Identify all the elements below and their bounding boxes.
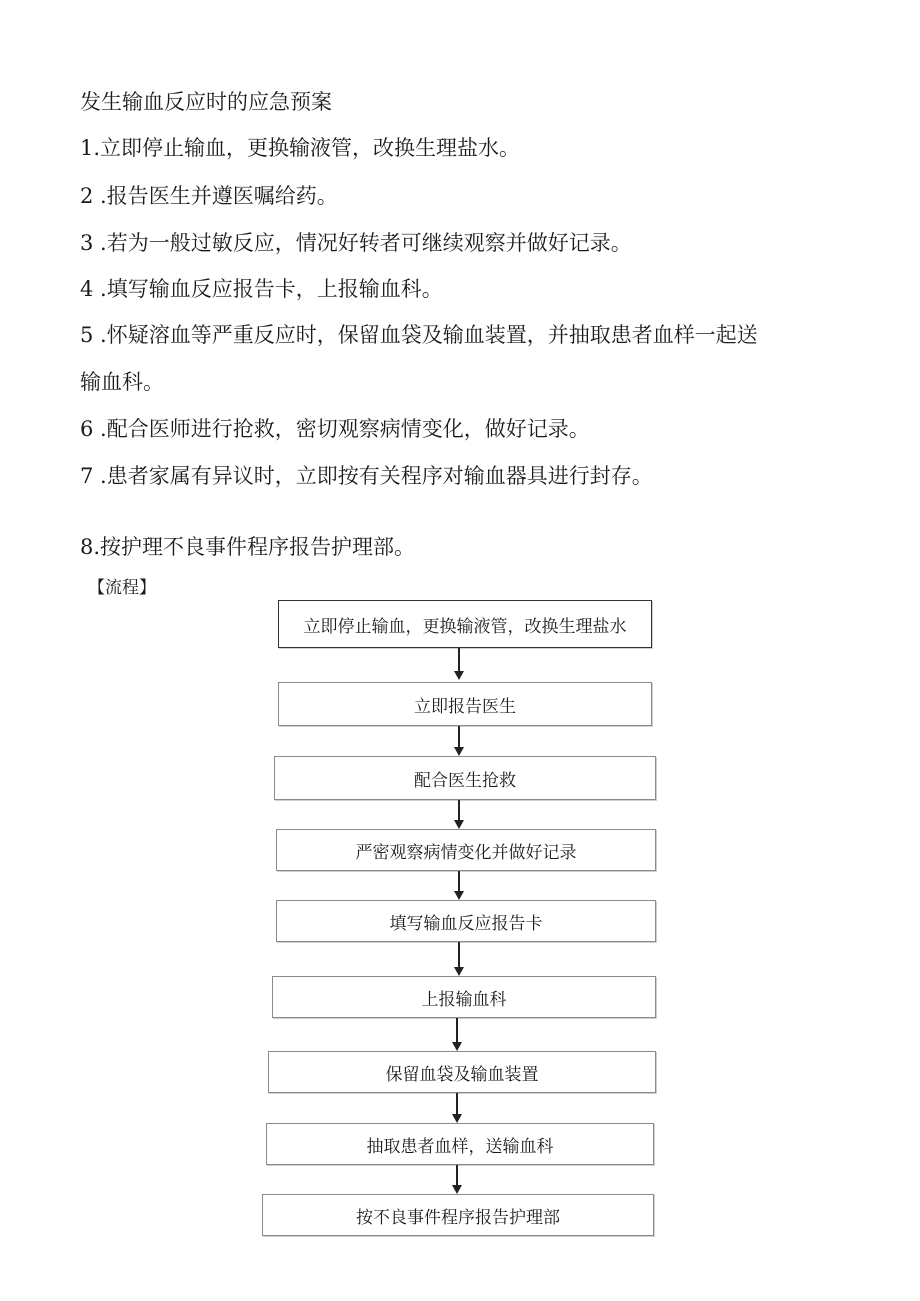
flow-box-observe-record: 严密观察病情变化并做好记录: [276, 829, 656, 871]
flow-arrow: [458, 871, 460, 892]
flow-box-assist-rescue: 配合医生抢救: [274, 756, 656, 800]
flow-box-report-doctor: 立即报告医生: [278, 682, 652, 726]
flow-arrow: [458, 726, 460, 748]
flow-box-draw-blood-sample: 抽取患者血样，送输血科: [266, 1123, 654, 1165]
flow-box-keep-blood-bag: 保留血袋及输血装置: [268, 1051, 656, 1093]
step-6: 6 .配合医师进行抢救，密切观察病情变化，做好记录。: [80, 417, 590, 441]
flow-arrow: [458, 942, 460, 968]
document-title: 发生输血反应时的应急预案: [80, 90, 332, 114]
step-1: 1.立即停止输血，更换输液管，改换生理盐水。: [80, 136, 521, 160]
step-5-continued: 输血科。: [80, 370, 164, 394]
step-4: 4 .填写输血反应报告卡，上报输血科。: [80, 277, 443, 301]
flow-box-fill-report-card: 填写输血反应报告卡: [276, 900, 656, 942]
flow-box-report-blood-dept: 上报输血科: [272, 976, 656, 1018]
step-8: 8.按护理不良事件程序报告护理部。: [80, 535, 416, 559]
flow-arrow: [456, 1093, 458, 1115]
step-2: 2 .报告医生并遵医嘱给药。: [80, 184, 338, 208]
flow-arrow: [456, 1018, 458, 1043]
flow-box-stop-transfusion: 立即停止输血，更换输液管，改换生理盐水: [278, 600, 652, 648]
flow-arrow: [458, 800, 460, 821]
step-7: 7 .患者家属有异议时，立即按有关程序对输血器具进行封存。: [80, 464, 653, 488]
flow-arrow: [458, 648, 460, 672]
flow-arrow: [456, 1165, 458, 1186]
step-5: 5 .怀疑溶血等严重反应时，保留血袋及输血装置，并抽取患者血样一起送: [80, 323, 758, 347]
step-3: 3 .若为一般过敏反应，情况好转者可继续观察并做好记录。: [80, 231, 632, 255]
flow-box-report-nursing-dept: 按不良事件程序报告护理部: [262, 1194, 654, 1236]
flowchart-label: 【流程】: [88, 578, 156, 598]
